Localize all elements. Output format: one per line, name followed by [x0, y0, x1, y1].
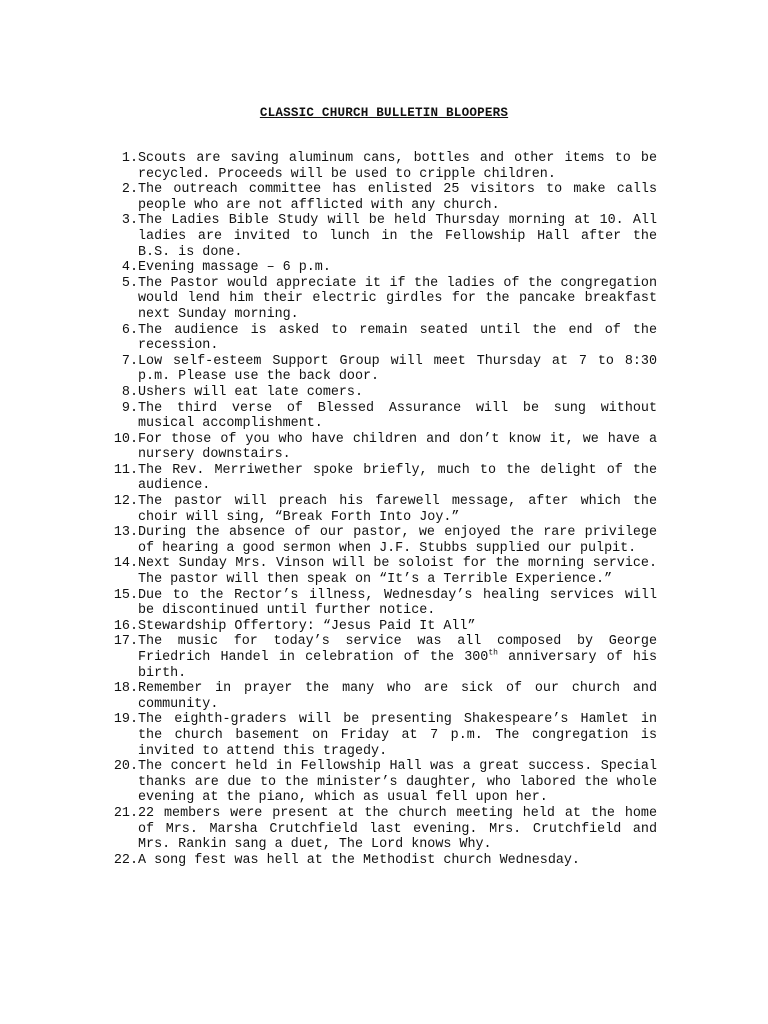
list-item — [109, 354, 657, 385]
item-text: The concert held in Fellowship Hall was a great success. Special thanks are due to the minister’s daughter, who labored the whole evening at the piano, which as usual fell upon her. — [138, 759, 657, 806]
list-item — [109, 385, 657, 401]
list-item — [109, 634, 657, 681]
item-text: For those of you who have children and don’t know it, we have a nursery downstairs. — [138, 431, 657, 463]
item-number: 22. — [113, 852, 138, 868]
list-item — [109, 463, 657, 494]
item-number: 10. — [113, 431, 138, 447]
item-text: The pastor will preach his farewell message, after which the choir will sing, “Break Forth Into Joy.” — [138, 494, 657, 525]
item-number: 12. — [113, 494, 138, 510]
item-number: 4. — [121, 260, 138, 276]
list-item — [109, 853, 657, 869]
item-number: 8. — [121, 384, 138, 400]
item-number: 3. — [121, 213, 138, 229]
item-text: Scouts are saving aluminum cans, bottles and other items to be recycled. Proceeds will be used to cripple children. — [138, 151, 657, 182]
item-text: Due to the Rector’s illness, Wednesday’s healing services will be discontinued until further notice. — [138, 587, 657, 619]
item-text-before: The music for today’s service was all composed by George Friedrich Handel in celebration of the 300 — [138, 634, 657, 665]
item-number: 6. — [121, 322, 138, 338]
item-text: The third verse of Blessed Assurance will be sung without musical accomplishment. — [138, 400, 657, 432]
list-item — [109, 276, 657, 323]
item-number: 11. — [113, 462, 138, 478]
list-item — [109, 182, 657, 213]
item-text-after: anniversary of his birth. — [138, 650, 658, 681]
item-number: 13. — [113, 525, 138, 541]
ordinal-suffix: th — [488, 648, 498, 658]
document-title: CLASSIC CHURCH BULLETIN BLOOPERS — [259, 106, 509, 120]
item-number: 9. — [121, 400, 138, 416]
list-item — [109, 806, 657, 853]
item-text: The outreach committee has enlisted 25 visitors to make calls people who are not afflicted with any church. — [138, 182, 657, 213]
item-text: Next Sunday Mrs. Vinson will be soloist for the morning service. The pastor will then speak on “It’s a Terrible Experience.” — [138, 556, 657, 588]
item-number: 20. — [113, 759, 138, 775]
item-text: The Pastor would appreciate it if the ladies of the congregation would lend him their electric girdles for the pancake breakfast next Sunday morning. — [138, 275, 657, 322]
list-item — [109, 151, 657, 182]
item-number: 1. — [121, 151, 138, 166]
item-number: 5. — [121, 275, 138, 291]
item-text: Ushers will eat late comers. — [138, 384, 363, 400]
list-item — [109, 494, 657, 525]
item-text: The Ladies Bible Study will be held Thursday morning at 10. All ladies are invited to lunch in the Fellowship Hall after the B.S. is done. — [138, 213, 657, 260]
bloopers-list — [109, 151, 657, 868]
item-number: 16. — [113, 618, 138, 634]
list-item — [109, 588, 657, 619]
list-item — [109, 432, 657, 463]
item-number: 19. — [113, 712, 138, 728]
item-number: 2. — [121, 182, 138, 198]
item-text — [138, 634, 657, 681]
item-text: Low self-esteem Support Group will meet Thursday at 7 to 8:30 p.m. Please use the back door. — [138, 353, 657, 385]
item-text: The audience is asked to remain seated until the end of the recession. — [138, 322, 657, 354]
item-text: The eighth-graders will be presenting Shakespeare’s Hamlet in the church basement on Friday at 7 p.m. The congregation is invited to attend this tragedy. — [138, 712, 657, 759]
item-text: Evening massage – 6 p.m. — [138, 260, 331, 276]
list-item — [109, 525, 657, 556]
list-item — [109, 681, 657, 712]
list-item — [109, 619, 657, 635]
item-text: A song fest was hell at the Methodist church Wednesday. — [138, 852, 580, 868]
list-item — [109, 213, 657, 260]
item-text: The Rev. Merriwether spoke briefly, much to the delight of the audience. — [138, 462, 657, 494]
item-number: 15. — [113, 587, 138, 603]
list-item — [109, 401, 657, 432]
list-item — [109, 323, 657, 354]
item-text: Remember in prayer the many who are sick of our church and community. — [138, 681, 657, 712]
list-item — [109, 712, 657, 759]
item-text: Stewardship Offertory: “Jesus Paid It All” — [138, 618, 476, 634]
list-item — [109, 260, 657, 276]
item-number: 17. — [113, 634, 138, 650]
item-number: 7. — [121, 353, 138, 369]
list-item — [109, 759, 657, 806]
item-text: During the absence of our pastor, we enjoyed the rare privilege of hearing a good sermon when J.F. Stubbs supplied our pulpit. — [138, 525, 657, 556]
item-number: 14. — [113, 556, 138, 572]
list-item — [109, 556, 657, 587]
item-number: 18. — [113, 681, 138, 697]
item-text: 22 members were present at the church meeting held at the home of Mrs. Marsha Crutchfield last evening. Mrs. Crutchfield and Mrs. Rankin sang a duet, The Lord knows Why. — [138, 805, 657, 853]
item-number: 21. — [113, 805, 138, 821]
